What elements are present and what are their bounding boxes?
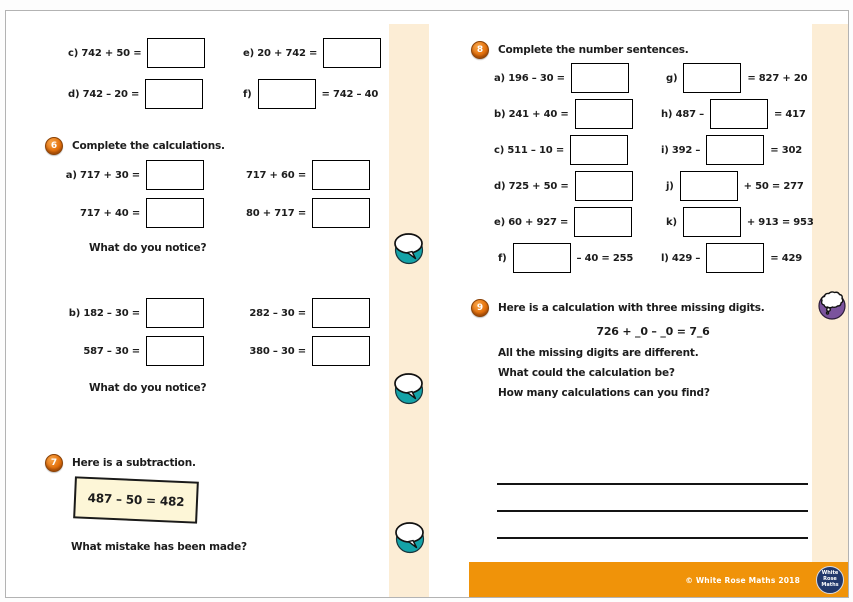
answer-box-8l[interactable] [706,243,764,273]
equation-label: b) 182 – 30 = [68,307,140,319]
equation-row-8a [494,63,635,93]
equation-label: e) 20 + 742 = [243,47,318,59]
statement-text: How many calculations can you find? [498,387,710,399]
question-title: Complete the calculations. [72,140,225,152]
equation-row-6b1-right [246,298,370,328]
answer-line[interactable] [497,483,808,485]
equation-label: e) 60 + 927 = [494,216,569,228]
equation-label: 282 – 30 = [249,307,306,319]
equation-row-6a2-right [246,198,370,228]
equation-label: = 742 – 40 [321,88,379,100]
subtraction-note-card [73,476,199,523]
note-calculation: 487 – 50 = 482 [87,490,185,510]
equation-label: k) [666,216,677,228]
footer-bar [469,562,849,598]
equation-row-6b2-left [64,336,204,366]
equation-row-8b [494,99,639,129]
answer-line[interactable] [497,510,808,512]
equation-row-8d [494,171,639,201]
equation-label: f) [498,252,507,264]
question-number-badge: 8 [471,41,489,59]
equation-row-6a2-left [64,198,204,228]
answer-box-f[interactable] [258,79,316,109]
logo-line: Rose [823,576,837,583]
answer-box-6a1[interactable] [146,160,204,190]
equation-row-c [68,38,205,68]
answer-box-8i[interactable] [706,135,764,165]
question-title: Complete the number sentences. [498,44,689,56]
equation-label: = 302 [770,144,802,156]
question-7-header [45,454,196,472]
equation-label: = 827 + 20 [747,72,808,84]
equation-label: 717 + 40 = [80,207,140,219]
answer-box-8h[interactable] [710,99,768,129]
copyright-text: © White Rose Maths 2018 [685,575,800,585]
equation-label: 717 + 60 = [246,169,306,181]
equation-label: 587 – 30 = [83,345,140,357]
question-title: Here is a subtraction. [72,457,196,469]
equation-row-8i [661,135,802,165]
equation-label: + 913 = 953 [746,216,814,228]
answer-box-8g[interactable] [683,63,741,93]
speech-bubble-icon [391,230,427,266]
equation-label: = 417 [773,108,806,120]
thought-bubble-icon [815,288,849,322]
equation-row-f [243,79,378,109]
statement-text: What could the calculation be? [498,367,675,379]
notice-prompt: What do you notice? [89,382,207,394]
answer-box-6b1[interactable] [146,298,204,328]
equation-label: – 40 = 255 [576,252,634,264]
equation-label: g) [666,72,678,84]
equation-row-8e [494,207,638,237]
equation-row-8k [666,207,814,237]
equation-label: d) 742 – 20 = [68,88,140,100]
equation-row-8f [498,243,633,273]
answer-box-e[interactable] [323,38,381,68]
answer-box-8b[interactable] [575,99,633,129]
equation-row-8l [661,243,802,273]
equation-label: a) 196 – 30 = [494,72,565,84]
logo-line: Maths [821,581,839,588]
equation-row-6a1-left [64,160,204,190]
equation-label: c) 742 + 50 = [68,47,142,59]
equation-row-8c [494,135,634,165]
answer-box-8c[interactable] [570,135,628,165]
equation-label: = 429 [770,252,802,264]
equation-row-e [243,38,381,68]
answer-box-6a4[interactable] [312,198,370,228]
equation-row-8h [661,99,806,129]
equation-label: + 50 = 277 [743,180,804,192]
answer-box-8k[interactable] [683,207,741,237]
missing-digits-equation: 726 + _0 – _0 = 7_6 [596,325,710,338]
white-rose-maths-logo [816,566,844,594]
equation-label: 380 – 30 = [249,345,306,357]
equation-label: i) 392 – [661,144,701,156]
answer-box-8a[interactable] [571,63,629,93]
question-number-badge: 6 [45,137,63,155]
equation-label: d) 725 + 50 = [494,180,569,192]
answer-box-6b4[interactable] [312,336,370,366]
speech-bubble-icon [392,519,428,555]
answer-box-8f[interactable] [513,243,571,273]
equation-row-8g [666,63,807,93]
equation-label: 80 + 717 = [246,207,306,219]
question-8-header [471,41,689,59]
question-number-badge: 9 [471,299,489,317]
equation-row-6a1-right [246,160,370,190]
answer-box-6b2[interactable] [312,298,370,328]
equation-label: b) 241 + 40 = [494,108,569,120]
logo-line: White [821,570,839,577]
answer-box-8d[interactable] [575,171,633,201]
question-6-header [45,137,225,155]
equation-row-6b1-left [64,298,204,328]
equation-row-8j [666,171,804,201]
equation-row-6b2-right [246,336,370,366]
question-number-badge: 7 [45,454,63,472]
equation-row-d [68,79,203,109]
worksheet-page [5,10,849,598]
speech-bubble-icon [391,370,427,406]
answer-line[interactable] [497,537,808,539]
question-9-header [471,299,765,317]
equation-label: h) 487 – [661,108,704,120]
statement-text: All the missing digits are different. [498,347,699,359]
answer-box-6a3[interactable] [146,198,204,228]
equation-label: j) [666,180,674,192]
answer-box-c[interactable] [147,38,205,68]
mistake-prompt: What mistake has been made? [71,541,247,553]
answer-box-8e[interactable] [574,207,632,237]
answer-box-8j[interactable] [680,171,738,201]
center-divider-strip [389,24,429,598]
question-title: Here is a calculation with three missing digits. [498,302,765,314]
answer-box-6b3[interactable] [146,336,204,366]
equation-label: f) [243,88,252,100]
answer-box-d[interactable] [145,79,203,109]
equation-label: l) 429 – [661,252,701,264]
answer-box-6a2[interactable] [312,160,370,190]
notice-prompt: What do you notice? [89,242,207,254]
equation-label: c) 511 – 10 = [494,144,564,156]
equation-label: a) 717 + 30 = [65,169,140,181]
